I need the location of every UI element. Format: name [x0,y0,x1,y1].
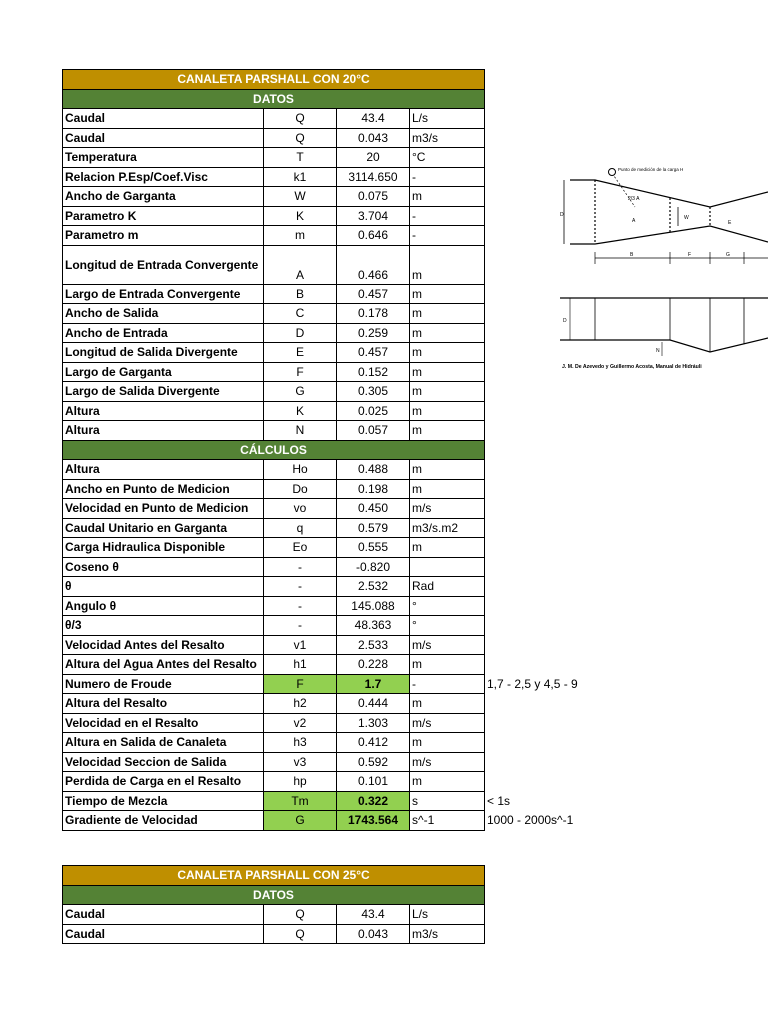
table-row [63,323,630,343]
row-label: Parametro K [63,206,264,226]
row-label: Largo de Garganta [63,362,264,382]
row-symbol: D [264,323,337,343]
row-unit: m [410,421,485,441]
row-label: Ancho en Punto de Medicion [63,479,264,499]
row-unit: m [410,323,485,343]
parshall-flume-diagram [560,160,768,422]
row-unit: m/s [410,499,485,519]
row-unit: m [410,733,485,753]
row-unit: m [410,772,485,792]
row-unit: m3/s [410,924,485,944]
row-unit: m [410,187,485,207]
label-measure-point: Punto de medición de la carga H [618,167,684,172]
row-value: 1.303 [337,713,410,733]
row-unit: m [410,538,485,558]
row-value: 0.152 [337,362,410,382]
row-unit: L/s [410,905,485,925]
row-value: 0.457 [337,284,410,304]
row-symbol: C [264,304,337,324]
row-symbol: h1 [264,655,337,675]
row-symbol: F [264,362,337,382]
row-label: Longitud de Salida Divergente [63,343,264,363]
row-value: 0.466 [337,245,410,284]
table-row [63,284,630,304]
row-unit: m [410,460,485,480]
row-unit: ° [410,596,485,616]
table-title: CANALETA PARSHALL CON 25°C [63,866,485,886]
row-value: 0.259 [337,323,410,343]
table-row [63,924,485,944]
table-row [63,304,630,324]
row-unit: s [410,791,485,811]
row-note: < 1s [487,793,511,808]
row-value: 1743.564 [337,811,410,831]
row-label: Parametro m [63,226,264,246]
row-unit: - [410,226,485,246]
parshall-20c-table [62,69,630,831]
table-row [63,905,485,925]
dim-letter: B [630,252,634,258]
row-symbol: Q [264,924,337,944]
row-value: 2.532 [337,577,410,597]
row-symbol: v2 [264,713,337,733]
dim-letter: F [688,252,692,258]
row-unit: - [410,167,485,187]
row-symbol: Tm [264,791,337,811]
row-unit: L/s [410,109,485,129]
row-value: 3114.650 [337,167,410,187]
row-note: 1,7 - 2,5 y 4,5 - 9 [487,676,578,691]
row-symbol: k1 [264,167,337,187]
dim-letter: A [632,218,636,224]
row-symbol: Do [264,479,337,499]
row-label: Altura [63,421,264,441]
row-value: 0.555 [337,538,410,558]
row-symbol: G [264,811,337,831]
row-symbol: K [264,401,337,421]
table-row [63,187,630,207]
row-unit: m3/s [410,128,485,148]
row-label: Caudal [63,128,264,148]
row-value: 0.450 [337,499,410,519]
row-unit [410,557,485,577]
row-value: 0.412 [337,733,410,753]
row-symbol: Q [264,905,337,925]
row-symbol: q [264,518,337,538]
table-row [63,460,630,480]
row-symbol: - [264,596,337,616]
section-header-datos: DATOS [63,885,485,905]
table-row [63,811,630,831]
row-label: Caudal Unitario en Garganta [63,518,264,538]
table-row [63,499,630,519]
row-label: Relacion P.Esp/Coef.Visc [63,167,264,187]
label-2-3a: 2/3 A [628,196,640,202]
row-symbol: v3 [264,752,337,772]
row-symbol: hp [264,772,337,792]
table-row [63,206,630,226]
row-unit: m [410,382,485,402]
row-symbol: - [264,557,337,577]
row-label: Perdida de Carga en el Resalto [63,772,264,792]
table-row [63,226,630,246]
table-row [63,577,630,597]
measure-point-icon [609,169,616,176]
table-row [63,401,630,421]
row-unit: m [410,343,485,363]
row-value: 0.444 [337,694,410,714]
row-unit: m3/s.m2 [410,518,485,538]
row-symbol: N [264,421,337,441]
section-header-calculos: CÁLCULOS [63,440,485,460]
row-symbol: F [264,674,337,694]
table-row [63,713,630,733]
row-value: 0.025 [337,401,410,421]
table-row [63,616,630,636]
table-row [63,148,630,168]
row-unit: ° [410,616,485,636]
diagram-caption: J. M. De Azevedo y Guillermo Acosta, Manual de Hidráuli [562,364,702,370]
table-row [63,518,630,538]
row-symbol: Q [264,109,337,129]
row-label: Ancho de Garganta [63,187,264,207]
row-label: Altura [63,460,264,480]
row-symbol: h2 [264,694,337,714]
row-symbol: - [264,577,337,597]
row-unit: m [410,245,485,284]
row-label: Velocidad en Punto de Medicion [63,499,264,519]
row-unit: m [410,655,485,675]
row-value: 43.4 [337,109,410,129]
dim-letter: N [656,348,660,354]
row-value: 0.075 [337,187,410,207]
row-label: Altura del Agua Antes del Resalto [63,655,264,675]
row-value: 0.592 [337,752,410,772]
row-label: Caudal [63,924,264,944]
row-label: θ [63,577,264,597]
row-symbol: - [264,616,337,636]
row-value: 0.488 [337,460,410,480]
row-label: Numero de Froude [63,674,264,694]
row-value: 0.043 [337,128,410,148]
row-label: Temperatura [63,148,264,168]
row-value: 3.704 [337,206,410,226]
row-symbol: G [264,382,337,402]
table-row [63,421,630,441]
row-label: Tiempo de Mezcla [63,791,264,811]
table-row [63,343,630,363]
row-unit: m [410,362,485,382]
row-label: Coseno θ [63,557,264,577]
row-unit: - [410,674,485,694]
row-symbol: Eo [264,538,337,558]
row-value: 0.322 [337,791,410,811]
row-unit: m/s [410,752,485,772]
row-value: 20 [337,148,410,168]
row-label: Velocidad en el Resalto [63,713,264,733]
row-value: 0.178 [337,304,410,324]
row-label: Carga Hidraulica Disponible [63,538,264,558]
dim-letter: D [560,212,564,218]
row-unit: °C [410,148,485,168]
row-value: 0.457 [337,343,410,363]
row-value: 0.101 [337,772,410,792]
row-value: 43.4 [337,905,410,925]
row-label: Velocidad Seccion de Salida [63,752,264,772]
table-row [63,167,630,187]
row-symbol: E [264,343,337,363]
row-value: 0.057 [337,421,410,441]
row-value: 0.305 [337,382,410,402]
row-unit: s^-1 [410,811,485,831]
row-unit: m [410,694,485,714]
table-row [63,596,630,616]
row-label: θ/3 [63,616,264,636]
row-unit: Rad [410,577,485,597]
dim-letter: D [563,318,567,324]
row-unit: m [410,284,485,304]
section-header-datos: DATOS [63,89,485,109]
row-label: Altura en Salida de Canaleta [63,733,264,753]
row-unit: m/s [410,713,485,733]
row-value: 0.228 [337,655,410,675]
row-symbol: Ho [264,460,337,480]
row-value: 0.646 [337,226,410,246]
row-symbol: W [264,187,337,207]
row-symbol: m [264,226,337,246]
table-row [63,752,630,772]
dim-letter: E [728,220,732,226]
row-label: Largo de Entrada Convergente [63,284,264,304]
dim-letter: W [684,215,689,221]
row-unit: m [410,304,485,324]
table-row [63,733,630,753]
table-row [63,362,630,382]
table-row [63,245,630,284]
row-value: 0.579 [337,518,410,538]
table-row [63,128,630,148]
row-label: Gradiente de Velocidad [63,811,264,831]
table-row [63,557,630,577]
row-symbol: A [264,245,337,284]
row-value: 1.7 [337,674,410,694]
row-value: 0.043 [337,924,410,944]
row-value: 2.533 [337,635,410,655]
table-row [63,538,630,558]
row-value: -0.820 [337,557,410,577]
row-label: Angulo θ [63,596,264,616]
row-label: Altura del Resalto [63,694,264,714]
row-unit: m [410,401,485,421]
row-label: Altura [63,401,264,421]
row-symbol: K [264,206,337,226]
row-symbol: T [264,148,337,168]
row-label: Largo de Salida Divergente [63,382,264,402]
row-symbol: h3 [264,733,337,753]
row-symbol: v1 [264,635,337,655]
table-row [63,479,630,499]
table-row [63,655,630,675]
row-symbol: Q [264,128,337,148]
row-unit: - [410,206,485,226]
row-symbol: B [264,284,337,304]
row-label: Caudal [63,109,264,129]
table-row [63,674,630,694]
table-row [63,382,630,402]
row-label: Ancho de Entrada [63,323,264,343]
row-symbol: vo [264,499,337,519]
row-unit: m [410,479,485,499]
row-value: 48.363 [337,616,410,636]
table-row [63,791,630,811]
row-label: Caudal [63,905,264,925]
row-note: 1000 - 2000s^-1 [487,813,574,828]
row-value: 145.088 [337,596,410,616]
row-label: Longitud de Entrada Convergente [63,245,264,284]
table-row [63,694,630,714]
table-row [63,772,630,792]
parshall-25c-table [62,865,485,944]
row-label: Ancho de Salida [63,304,264,324]
table-row [63,109,630,129]
row-label: Velocidad Antes del Resalto [63,635,264,655]
row-value: 0.198 [337,479,410,499]
table-row [63,635,630,655]
dim-letter: G [726,252,730,258]
table-title: CANALETA PARSHALL CON 20°C [63,70,485,90]
row-unit: m/s [410,635,485,655]
